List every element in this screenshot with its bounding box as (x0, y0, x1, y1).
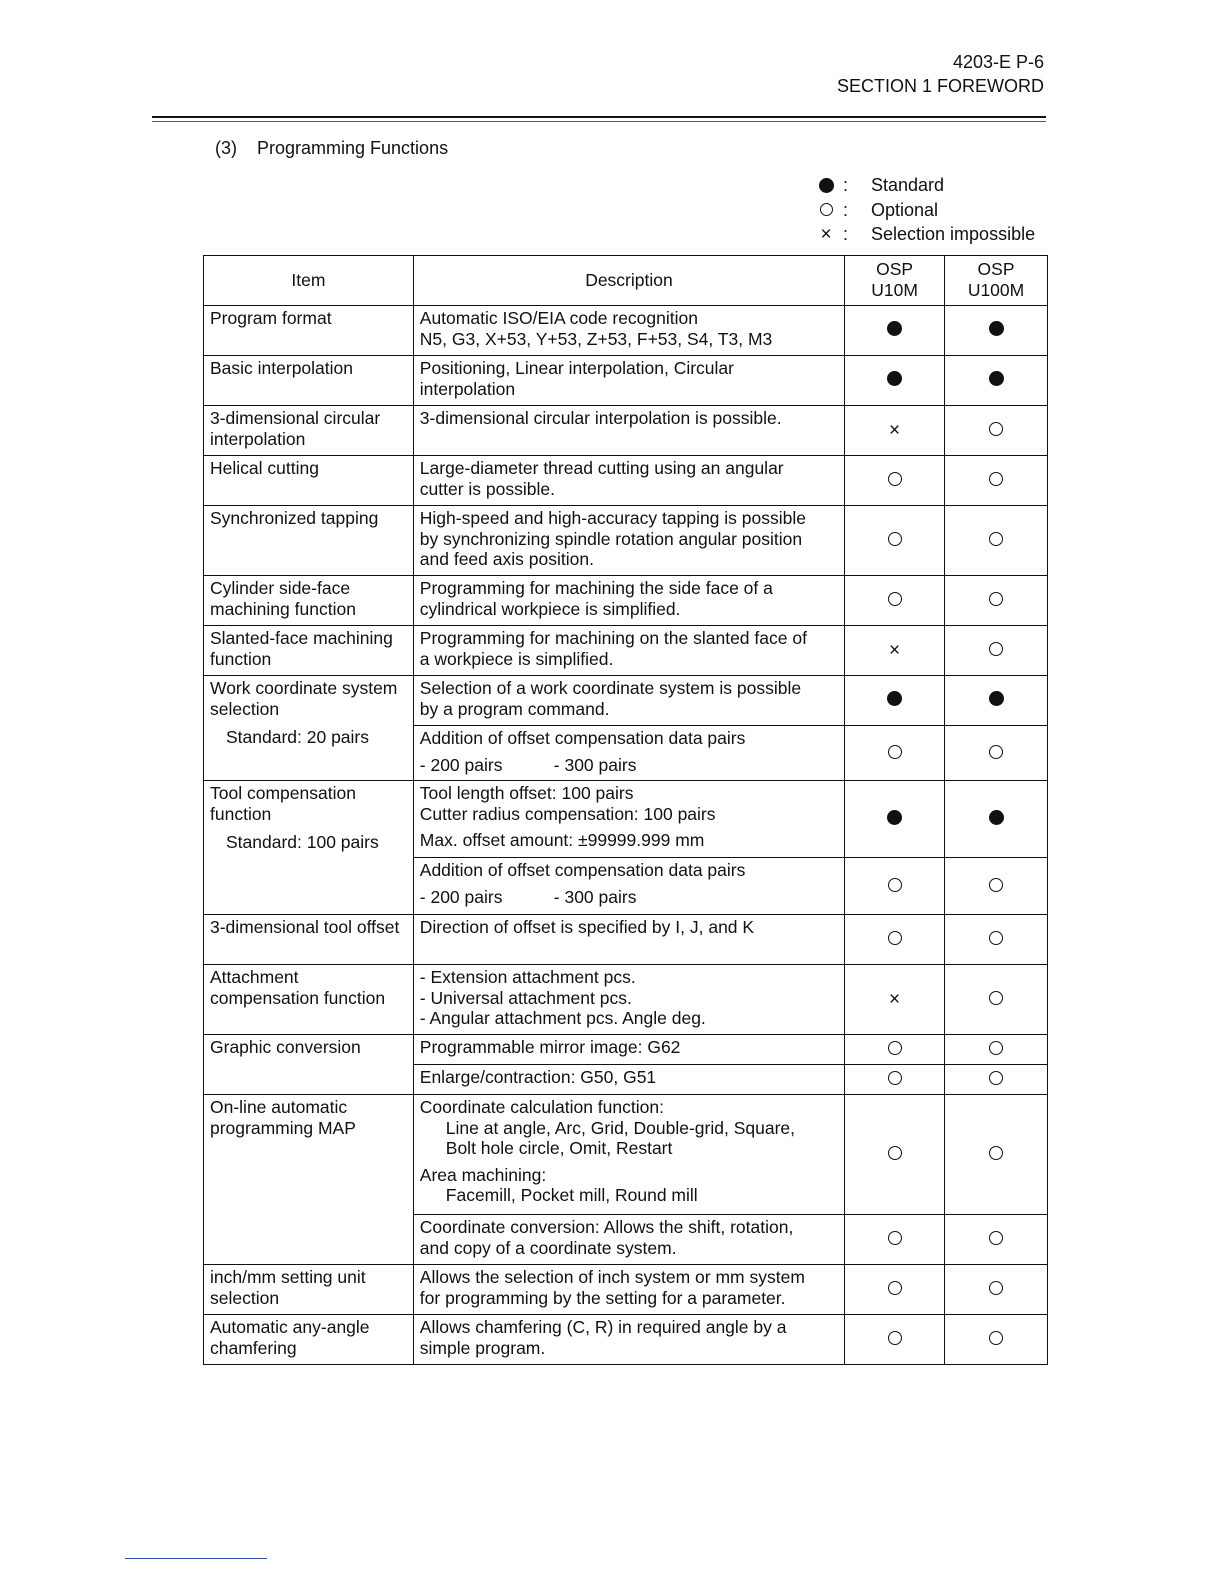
description-cell (413, 506, 844, 576)
description-line: High-speed and high-accuracy tapping is possible (419, 508, 806, 528)
legend-label: Standard (871, 175, 945, 195)
dot-icon (887, 321, 902, 336)
u100m-cell (945, 1095, 1048, 1215)
description-cell (413, 576, 844, 626)
dot-icon (819, 178, 834, 193)
circle-icon (989, 1231, 1003, 1245)
header-rule-thin (152, 121, 1046, 122)
circle-icon (888, 472, 902, 486)
table-row (204, 1265, 1048, 1315)
description-cell (413, 1265, 844, 1315)
page-header (837, 50, 1044, 98)
u100m-cell (945, 781, 1048, 858)
u100m-cell (945, 1315, 1048, 1365)
circle-icon (989, 532, 1003, 546)
cross-icon: × (889, 640, 901, 662)
u100m-cell (945, 356, 1048, 406)
circle-icon (888, 1281, 902, 1295)
description-line: Bolt hole circle, Omit, Restart (445, 1138, 673, 1158)
table-row (204, 576, 1048, 626)
description-cell (413, 306, 844, 356)
description-line: Coordinate conversion: Allows the shift, rotation, (419, 1217, 794, 1237)
description-line: Allows the selection of inch system or mm system (419, 1267, 805, 1287)
u10m-cell (845, 1215, 945, 1265)
circle-icon (989, 1041, 1003, 1055)
circle-icon (888, 532, 902, 546)
description-line: cutter is possible. (419, 478, 555, 499)
u10m-cell (845, 1065, 945, 1095)
circle-icon (989, 931, 1003, 945)
circle-icon (888, 931, 902, 945)
table-row (204, 781, 1048, 858)
header-description: Description (413, 256, 844, 306)
u100m-cell (945, 915, 1048, 965)
section-heading: SECTION 1 FOREWORD (836, 76, 1044, 96)
description-cell (413, 915, 844, 965)
circle-icon (989, 642, 1003, 656)
item-cell (204, 306, 414, 356)
pairs-option: - 200 pairs (419, 886, 503, 907)
circle-icon (888, 878, 902, 892)
circle-icon (989, 472, 1003, 486)
legend-impossible: × : Selection impossible (820, 223, 1036, 245)
circle-icon (989, 991, 1003, 1005)
description-line: Tool length offset: 100 pairs (419, 783, 634, 803)
description-line: and copy of a coordinate system. (419, 1237, 677, 1258)
description-line: Facemill, Pocket mill, Round mill (445, 1185, 698, 1205)
description-line: for programming by the setting for a parameter. (419, 1287, 786, 1308)
table-row (204, 1315, 1048, 1365)
circle-icon (888, 1231, 902, 1245)
header-rule (152, 116, 1046, 118)
description-line: Line at angle, Arc, Grid, Double-grid, Square, (445, 1117, 796, 1138)
legend-standard: : Standard (815, 173, 1035, 198)
description-line: Max. offset amount: ±99999.999 mm (419, 830, 705, 850)
doc-code: 4203-E P-6 (952, 52, 1044, 72)
circle-icon (888, 1146, 902, 1160)
description-cell (413, 1095, 844, 1215)
dot-icon (989, 691, 1004, 706)
item-name: Automatic any-angle chamfering (210, 1317, 370, 1358)
item-name: Tool compensation function (210, 783, 356, 824)
u10m-cell (845, 1315, 945, 1365)
description-cell (413, 1315, 844, 1365)
item-name: inch/mm setting unit selection (210, 1267, 366, 1308)
circle-icon (888, 745, 902, 759)
description-line: simple program. (419, 1337, 546, 1358)
description-line: Coordinate calculation function: (419, 1097, 664, 1117)
description-cell (413, 1065, 844, 1095)
description-line: - Universal attachment pcs. (419, 987, 632, 1008)
description-line: Direction of offset is specified by I, J, and K (419, 917, 755, 937)
table-row (204, 356, 1048, 406)
u100m-cell (945, 506, 1048, 576)
footnote-rule (125, 1558, 267, 1559)
description-line: N5, G3, X+53, Y+53, Z+53, F+53, S4, T3, M3 (419, 328, 773, 349)
description-cell (413, 406, 844, 456)
description-cell (413, 965, 844, 1035)
circle-icon (989, 422, 1003, 436)
pairs-line (420, 887, 838, 908)
item-name: 3-dimensional tool offset (210, 917, 400, 937)
item-cell (204, 965, 414, 1035)
item-cell (204, 1265, 414, 1315)
item-cell (204, 576, 414, 626)
description-cell (413, 781, 844, 858)
table-row (204, 1035, 1048, 1065)
description-cell (413, 626, 844, 676)
u10m-cell (845, 676, 945, 726)
item-name: Slanted-face machining function (210, 628, 393, 669)
u100m-cell (945, 626, 1048, 676)
item-cell (204, 1315, 414, 1365)
description-line: a workpiece is simplified. (419, 648, 614, 669)
circle-icon (989, 878, 1003, 892)
u10m-cell (845, 726, 945, 781)
u10m-cell (845, 406, 945, 456)
table-header-row (204, 256, 1048, 306)
description-line: Area machining: (419, 1164, 547, 1185)
description-line: - Extension attachment pcs. (419, 967, 636, 987)
item-standard: Standard: 20 pairs (226, 727, 370, 747)
u10m-cell (845, 456, 945, 506)
legend-optional: : Optional (815, 198, 1035, 223)
circle-icon (820, 203, 833, 216)
item-name: Cylinder side-face machining function (210, 578, 356, 619)
u100m-cell (945, 576, 1048, 626)
item-name: Work coordinate system selection (210, 678, 398, 719)
description-line: Selection of a work coordinate system is possible (419, 678, 802, 698)
table-row (204, 1095, 1048, 1215)
description-line: Programming for machining on the slanted face of (419, 628, 807, 648)
description-line: Cutter radius compensation: 100 pairs (419, 803, 716, 824)
u10m-cell (845, 1095, 945, 1215)
item-name: On-line automatic programming MAP (210, 1097, 356, 1138)
item-name: 3-dimensional circular interpolation (210, 408, 381, 449)
section-title (215, 138, 448, 159)
description-line: Programmable mirror image: G62 (419, 1037, 681, 1057)
u100m-cell (945, 1035, 1048, 1065)
u10m-cell (845, 965, 945, 1035)
section-title-text: Programming Functions (257, 138, 449, 158)
header-u10m: OSP U10M (845, 256, 945, 306)
legend-label: Selection impossible (871, 224, 1036, 244)
u100m-cell (945, 858, 1048, 915)
description-cell (413, 858, 844, 915)
cross-icon: × (889, 989, 901, 1011)
u100m-cell (945, 676, 1048, 726)
item-cell (204, 676, 414, 781)
description-cell (413, 1215, 844, 1265)
header-u100m: OSP U100M (945, 256, 1048, 306)
table-row (204, 676, 1048, 726)
table-row (204, 456, 1048, 506)
description-line: interpolation (419, 378, 516, 399)
circle-icon (989, 1331, 1003, 1345)
item-standard: Standard: 100 pairs (226, 832, 379, 852)
dot-icon (887, 810, 902, 825)
u100m-cell (945, 726, 1048, 781)
u100m-cell (945, 306, 1048, 356)
description-line: and feed axis position. (419, 549, 594, 569)
dot-icon (989, 321, 1004, 336)
description-cell (413, 356, 844, 406)
item-cell (204, 781, 414, 915)
circle-icon (888, 1071, 902, 1085)
table-row (204, 965, 1048, 1035)
description-line: Positioning, Linear interpolation, Circular (419, 358, 734, 378)
legend-label: Optional (871, 199, 939, 220)
item-name: Synchronized tapping (210, 508, 379, 528)
u100m-cell (945, 1065, 1048, 1095)
table-row (204, 626, 1048, 676)
u10m-cell (845, 915, 945, 965)
u10m-cell (845, 1265, 945, 1315)
circle-icon (989, 745, 1003, 759)
description-line: by a program command. (419, 698, 610, 719)
pairs-option: - 300 pairs (553, 886, 637, 907)
item-cell (204, 356, 414, 406)
u100m-cell (945, 1215, 1048, 1265)
dot-icon (989, 371, 1004, 386)
u10m-cell (845, 306, 945, 356)
u10m-cell (845, 781, 945, 858)
functions-table (203, 255, 1048, 1365)
pairs-option: - 300 pairs (553, 754, 637, 775)
u10m-cell (845, 1035, 945, 1065)
cross-icon: × (889, 420, 901, 442)
circle-icon (989, 1281, 1003, 1295)
description-cell (413, 1035, 844, 1065)
table-row (204, 306, 1048, 356)
description-line: cylindrical workpiece is simplified. (419, 598, 681, 619)
u100m-cell (945, 965, 1048, 1035)
circle-icon (989, 592, 1003, 606)
dot-icon (887, 691, 902, 706)
item-name: Program format (210, 308, 332, 328)
u100m-cell (945, 406, 1048, 456)
item-cell (204, 915, 414, 965)
item-name: Graphic conversion (210, 1037, 361, 1057)
description-line: Programming for machining the side face of a (419, 578, 773, 598)
item-cell (204, 406, 414, 456)
circle-icon (989, 1071, 1003, 1085)
table-row (204, 915, 1048, 965)
description-line: Allows chamfering (C, R) in required angle by a (419, 1317, 787, 1337)
u10m-cell (845, 626, 945, 676)
legend (815, 173, 1035, 247)
u10m-cell (845, 506, 945, 576)
u100m-cell (945, 456, 1048, 506)
description-line: - Angular attachment pcs. Angle deg. (419, 1008, 706, 1028)
item-name: Attachment compensation function (210, 967, 386, 1008)
cross-icon: × (820, 223, 832, 245)
item-cell (204, 626, 414, 676)
item-cell (204, 506, 414, 576)
item-cell (204, 1035, 414, 1095)
u10m-cell (845, 858, 945, 915)
table-row (204, 506, 1048, 576)
pairs-line (420, 755, 838, 776)
description-line: 3-dimensional circular interpolation is possible. (419, 408, 782, 428)
description-cell (413, 456, 844, 506)
dot-icon (887, 371, 902, 386)
description-cell (413, 676, 844, 726)
item-name: Helical cutting (210, 458, 319, 478)
description-line: by synchronizing spindle rotation angular position (419, 528, 803, 549)
circle-icon (888, 1331, 902, 1345)
item-name: Basic interpolation (210, 358, 353, 378)
pairs-option: - 200 pairs (419, 754, 503, 775)
table-row (204, 406, 1048, 456)
header-item: Item (204, 256, 414, 306)
description-line: Large-diameter thread cutting using an angular (419, 458, 784, 478)
u100m-cell (945, 1265, 1048, 1315)
description-line: Automatic ISO/EIA code recognition (419, 308, 698, 328)
u10m-cell (845, 356, 945, 406)
dot-icon (989, 810, 1004, 825)
section-number: (3) (215, 138, 237, 158)
item-cell (204, 456, 414, 506)
item-cell (204, 1095, 414, 1265)
circle-icon (888, 1041, 902, 1055)
description-line: Addition of offset compensation data pairs (419, 860, 746, 880)
circle-icon (888, 592, 902, 606)
circle-icon (989, 1146, 1003, 1160)
description-cell (413, 726, 844, 781)
description-line: Addition of offset compensation data pairs (419, 728, 746, 748)
u10m-cell (845, 576, 945, 626)
description-line: Enlarge/contraction: G50, G51 (419, 1067, 657, 1087)
